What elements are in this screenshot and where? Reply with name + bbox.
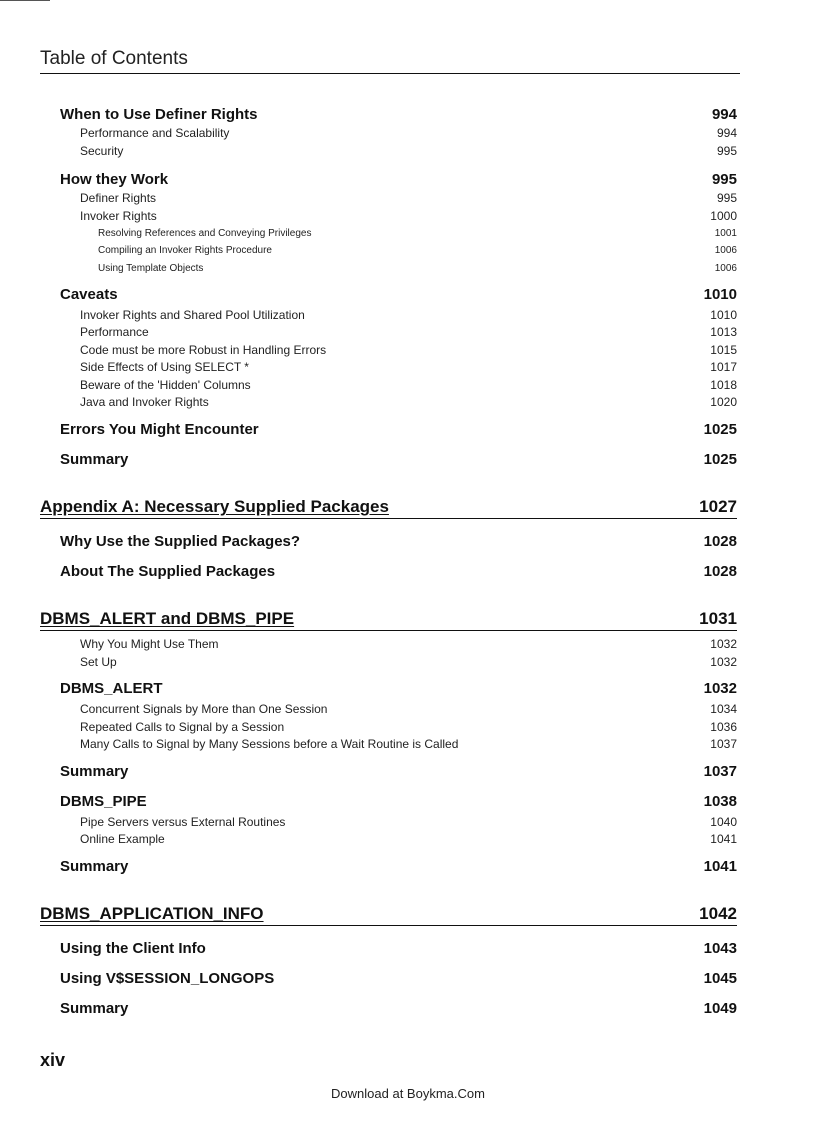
toc-entry-page: 1028 (703, 533, 737, 550)
toc-entry-page: 1034 (710, 702, 737, 716)
toc-entry-sub[interactable] (80, 720, 737, 734)
toc-entry-page: 1027 (699, 497, 737, 516)
toc-entry-title: Performance (80, 325, 149, 339)
toc-entry-subsub[interactable] (98, 228, 737, 239)
toc-entry-page: 1038 (703, 793, 737, 810)
toc-entry-page: 1032 (703, 680, 737, 697)
toc-entry-title: DBMS_PIPE (60, 793, 147, 810)
toc-entry-section[interactable] (60, 451, 737, 468)
toc-entry-page: 1032 (710, 655, 737, 669)
toc-entry-page: 1041 (703, 858, 737, 875)
toc-entry-title: Online Example (80, 832, 165, 846)
toc-entry-section[interactable] (60, 680, 737, 697)
toc-entry-title: How they Work (60, 171, 169, 188)
toc-entry-title: Summary (60, 763, 129, 780)
toc-entry-section[interactable] (60, 421, 737, 438)
toc-entry-title: Performance and Scalability (80, 126, 230, 140)
toc-entry-section[interactable] (60, 533, 737, 550)
toc-entry-section[interactable] (60, 970, 737, 987)
toc-entry-title: Summary (60, 1000, 129, 1017)
toc-entry-title: Appendix A: Necessary Supplied Packages (40, 497, 389, 516)
toc-entry-title: Definer Rights (80, 191, 157, 205)
toc-entry-page: 1037 (710, 737, 737, 751)
toc-entry-section[interactable] (60, 286, 737, 303)
toc-entry-title: DBMS_ALERT (60, 680, 163, 697)
toc-entry-title: Security (80, 144, 124, 158)
toc-entry-title: Errors You Might Encounter (60, 421, 259, 438)
toc-entry-page: 1013 (710, 325, 737, 339)
toc-entry-title: Repeated Calls to Signal by a Session (80, 720, 285, 734)
toc-entry-page: 995 (716, 144, 737, 158)
toc-entry-title: DBMS_ALERT and DBMS_PIPE (40, 609, 295, 628)
toc-entry-sub[interactable] (80, 378, 737, 392)
toc-entry-chapter[interactable] (40, 609, 737, 631)
toc-entry-subsub[interactable] (98, 245, 737, 256)
toc-entry-title: Resolving References and Conveying Privileges (98, 228, 312, 239)
toc-entry-title: Summary (60, 858, 129, 875)
toc-entry-title: Caveats (60, 286, 118, 303)
toc-entry-page: 1036 (710, 720, 737, 734)
toc-entry-page: 1040 (710, 815, 737, 829)
toc-entry-page: 995 (711, 171, 737, 188)
toc-entry-sub[interactable] (80, 737, 737, 751)
toc-entry-title: Summary (60, 451, 129, 468)
toc-entry-title: Invoker Rights (80, 209, 157, 223)
toc-entry-page: 1000 (710, 209, 737, 223)
toc-entry-page: 1042 (699, 904, 737, 923)
toc-entry-page: 994 (711, 106, 737, 123)
toc-entry-page: 1006 (714, 263, 737, 274)
toc-entry-section[interactable] (60, 106, 737, 123)
toc-entry-page: 1001 (714, 228, 737, 239)
toc-entry-title: Concurrent Signals by More than One Session (80, 702, 328, 716)
toc-entry-sub[interactable] (80, 325, 737, 339)
toc-entry-page: 1018 (710, 378, 737, 392)
toc-entry-sub[interactable] (80, 308, 737, 322)
toc-entry-subsub[interactable] (98, 263, 737, 274)
toc-entry-title: Using V$SESSION_LONGOPS (60, 970, 275, 987)
toc-entry-title: When to Use Definer Rights (60, 106, 258, 123)
toc-entry-section[interactable] (60, 940, 737, 957)
toc-entry-title: Pipe Servers versus External Routines (80, 815, 286, 829)
toc-entry-section[interactable] (60, 793, 737, 810)
toc-entry-page: 994 (716, 126, 737, 140)
page-number: xiv (40, 1050, 66, 1070)
page-title: Table of Contents (40, 48, 188, 69)
toc-entry-title: Why You Might Use Them (80, 637, 219, 651)
toc-entry-chapter[interactable] (40, 497, 737, 519)
toc-entry-sub[interactable] (80, 702, 737, 716)
toc-entry-title: Java and Invoker Rights (80, 395, 209, 409)
toc-entry-title: Using Template Objects (98, 263, 204, 274)
toc-entry-page: 1043 (703, 940, 737, 957)
toc-entry-sub[interactable] (80, 832, 737, 846)
toc-entry-title: DBMS_APPLICATION_INFO (40, 904, 264, 923)
toc-entry-title: Using the Client Info (60, 940, 206, 957)
toc-entry-chapter[interactable] (40, 904, 737, 926)
toc-entry-title: Beware of the 'Hidden' Columns (80, 378, 251, 392)
toc-entry-page: 1010 (710, 308, 737, 322)
toc-entry-title: Many Calls to Signal by Many Sessions before a Wait Routine is Called (80, 737, 459, 751)
toc-entry-page: 1045 (703, 970, 737, 987)
toc-entry-page: 1041 (710, 832, 737, 846)
toc-entry-section[interactable] (60, 858, 737, 875)
toc-entry-sub[interactable] (80, 144, 737, 158)
toc-entry-page: 1031 (699, 609, 737, 628)
toc-entry-page: 1006 (714, 245, 737, 256)
toc-entry-section[interactable] (60, 563, 737, 580)
toc-entry-title: Invoker Rights and Shared Pool Utilization (80, 308, 305, 322)
toc-entry-title: Why Use the Supplied Packages? (60, 533, 301, 550)
toc-entry-sub[interactable] (80, 815, 737, 829)
toc-entry-title: About The Supplied Packages (60, 563, 276, 580)
toc-entry-sub[interactable] (80, 360, 737, 374)
toc-entry-sub[interactable] (80, 655, 737, 669)
toc-entry-title: Code must be more Robust in Handling Errors (80, 343, 327, 357)
toc-entry-sub[interactable] (80, 209, 737, 223)
toc-entry-page: 1017 (710, 360, 737, 374)
toc-entry-page: 1049 (703, 1000, 737, 1017)
toc-entry-page: 1025 (703, 451, 737, 468)
toc-entry-section[interactable] (60, 763, 737, 780)
toc-entry-sub[interactable] (80, 637, 737, 651)
toc-entry-title: Side Effects of Using SELECT * (80, 360, 249, 374)
toc-entry-title: Set Up (80, 655, 117, 669)
toc-entry-sub[interactable] (80, 191, 737, 205)
toc-entry-sub[interactable] (80, 395, 737, 409)
toc-entry-page: 1015 (710, 343, 737, 357)
toc-entry-page: 1037 (703, 763, 737, 780)
toc-entry-section[interactable] (60, 171, 737, 188)
toc-entry-page: 1020 (710, 395, 737, 409)
toc-entry-page: 995 (716, 191, 737, 205)
toc-entry-page: 1025 (703, 421, 737, 438)
footer-credit: Download at Boykma.Com (331, 1086, 485, 1101)
toc-entry-sub[interactable] (80, 343, 737, 357)
toc-entry-page: 1032 (710, 637, 737, 651)
toc-entry-page: 1010 (703, 286, 737, 303)
toc-entry-sub[interactable] (80, 126, 737, 140)
toc-entry-section[interactable] (60, 1000, 737, 1017)
toc-entry-page: 1028 (703, 563, 737, 580)
toc-entry-title: Compiling an Invoker Rights Procedure (98, 245, 272, 256)
